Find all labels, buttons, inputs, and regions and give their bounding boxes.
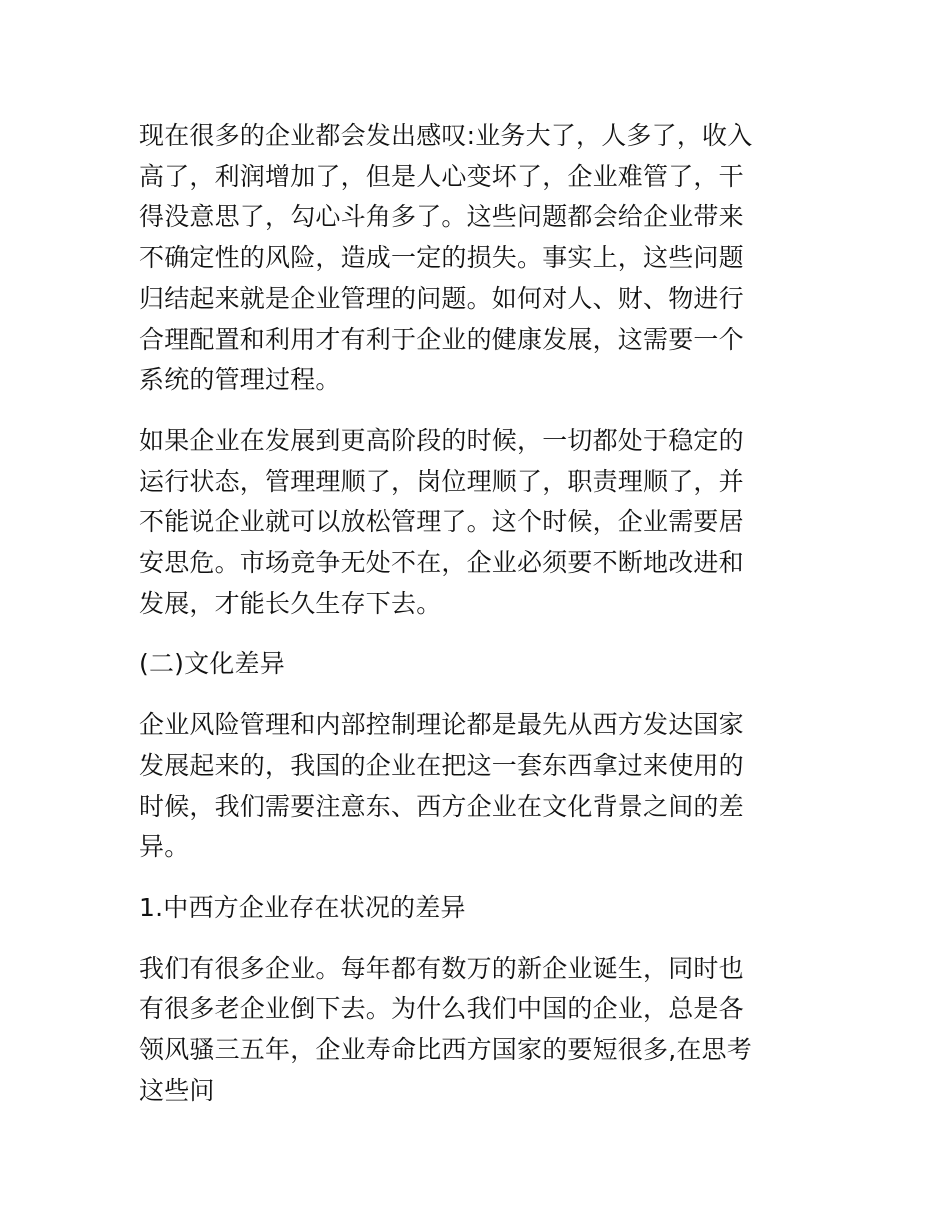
text-line: 发展起来的，我国的企业在把这一套东西拿过来使用的 — [139, 750, 744, 780]
heading-text: (二)文化差异 — [139, 649, 285, 679]
subsection-heading-existence — [139, 888, 807, 929]
paragraph-4 — [139, 949, 807, 1112]
text-line: 如果企业在发展到更高阶段的时候，一切都处于稳定的 — [139, 425, 744, 455]
text-line: 企业风险管理和内部控制理论都是最先从西方发达国家 — [139, 710, 744, 740]
text-line: 发展，才能长久生存下去。 — [139, 588, 442, 618]
text-line: 异。 — [139, 832, 190, 862]
paragraph-1 — [139, 116, 807, 401]
section-heading-culture — [139, 644, 807, 685]
text-line: 系统的管理过程。 — [139, 365, 341, 395]
text-line: 合理配置和利用才有利于企业的健康发展，这需要一个 — [139, 324, 744, 354]
text-line: 不能说企业就可以放松管理了。这个时候，企业需要居 — [139, 507, 744, 537]
text-line: 我们有很多企业。每年都有数万的新企业诞生，同时也 — [139, 953, 744, 983]
paragraph-2 — [139, 421, 807, 625]
heading-text: 1.中西方企业存在状况的差异 — [139, 892, 466, 922]
text-line: 时候，我们需要注意东、西方企业在文化背景之间的差 — [139, 791, 744, 821]
text-line: 运行状态，管理理顺了，岗位理顺了，职责理顺了，并 — [139, 466, 744, 496]
text-line: 高了，利润增加了，但是人心变坏了，企业难管了，干 — [139, 161, 744, 191]
text-line: 这些问 — [139, 1075, 215, 1105]
document-page — [139, 116, 807, 1131]
text-line: 不确定性的风险，造成一定的损失。事实上，这些问题 — [139, 243, 744, 273]
text-line: 现在很多的企业都会发出感叹:业务大了，人多了，收入 — [139, 121, 753, 150]
text-line: 安思危。市场竞争无处不在，企业必须要不断地改进和 — [139, 548, 744, 578]
text-line: 归结起来就是企业管理的问题。如何对人、财、物进行 — [139, 283, 744, 313]
paragraph-3 — [139, 705, 807, 868]
text-line: 有很多老企业倒下去。为什么我们中国的企业，总是各 — [139, 994, 744, 1024]
text-line: 得没意思了，勾心斗角多了。这些问题都会给企业带来 — [139, 202, 744, 232]
text-line: 领风骚三五年，企业寿命比西方国家的要短很多,在思考 — [139, 1035, 752, 1065]
